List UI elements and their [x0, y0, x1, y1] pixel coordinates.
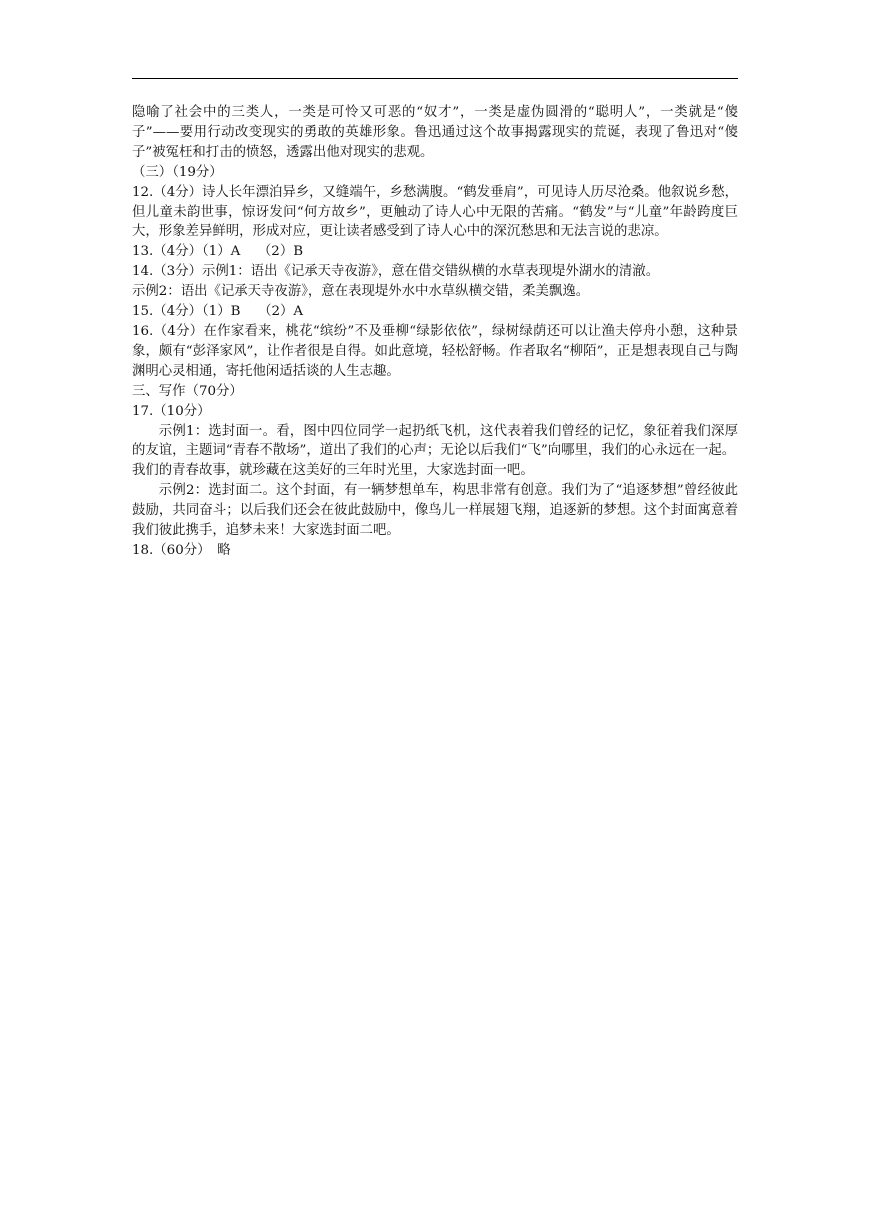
part-heading-writing: 三、写作（70分） [132, 383, 243, 399]
answer-q17-example-2: 示例2：选封面二。这个封面，有一辆梦想单车，构思非常有创意。我们为了“追逐梦想”曾经彼此鼓励，共同奋斗；以后我们还会在彼此鼓励中，像鸟儿一样展翅飞翔，追逐新的梦想。这个封面寓意着我们彼此携手，追梦未来！大家选封面二吧。 [132, 483, 738, 539]
section-heading-3: （三）（19分） [132, 164, 223, 180]
answer-q17-example-1-continued: 我们的青春故事，就珍藏在这美好的三年时光里，大家选封面一吧。 [132, 463, 534, 479]
answer-q18: 18.（60分） 略 [132, 542, 231, 558]
paragraph-intro: 隐喻了社会中的三类人，一类是可怜又可恶的“奴才”，一类是虚伪圆滑的“聪明人”，一类就是“傻子”——要用行动改变现实的勇敢的英雄形象。鲁迅通过这个故事揭露现实的荒诞，表现了鲁迅对“傻子”被冤枉和打击的愤怒，透露出他对现实的悲观。 [132, 105, 738, 160]
answer-q12: 12.（4分）诗人长年漂泊异乡，又缝端午，乡愁满腹。“鹤发垂肩”，可见诗人历尽沧桑。他叙说乡愁，但儿童未韵世事，惊讶发问“何方故乡”，更触动了诗人心中无限的苦痛。“鹤发”与“儿童”年龄跨度巨大，形象差异鲜明，形成对应，更让读者感受到了诗人心中的深沉愁思和无法言说的悲凉。 [132, 184, 738, 240]
answer-q13: 13.（4分）（1）A （2）B [132, 244, 304, 260]
answer-q15: 15.（4分）（1）B （2）A [132, 304, 304, 320]
answer-q16: 16.（4分）在作家看来，桃花“缤纷”不及垂柳“绿影依依”，绿树绿荫还可以让渔夫停舟小憩，这种景象，颇有“彭泽家风”，让作者很是自得。如此意境，轻松舒畅。作者取名“柳陌”，正是想表现自己与陶渊明心灵相通，寄托他闲适括谈的人生志趣。 [132, 323, 738, 379]
answer-q17-heading: 17.（10分） [132, 403, 211, 419]
answer-q14-example-2: 示例2：语出《记承天寺夜游》，意在表现堤外水中水草纵横交错，柔美飘逸。 [132, 284, 590, 300]
answer-q17-example-1: 示例1：选封面一。看，图中四位同学一起扔纸飞机，这代表着我们曾经的记忆，象征着我们深厚的友谊，主题词“青春不散场”，道出了我们的心声；无论以后我们“飞”向哪里，我们的心永远在一起。 [132, 423, 738, 459]
answer-key-body [132, 103, 738, 561]
answer-q14-example-1: 14.（3分）示例1：语出《记承天寺夜游》，意在借交错纵横的水草表现堤外湖水的清澈。 [132, 264, 660, 280]
header-rule [132, 78, 738, 79]
